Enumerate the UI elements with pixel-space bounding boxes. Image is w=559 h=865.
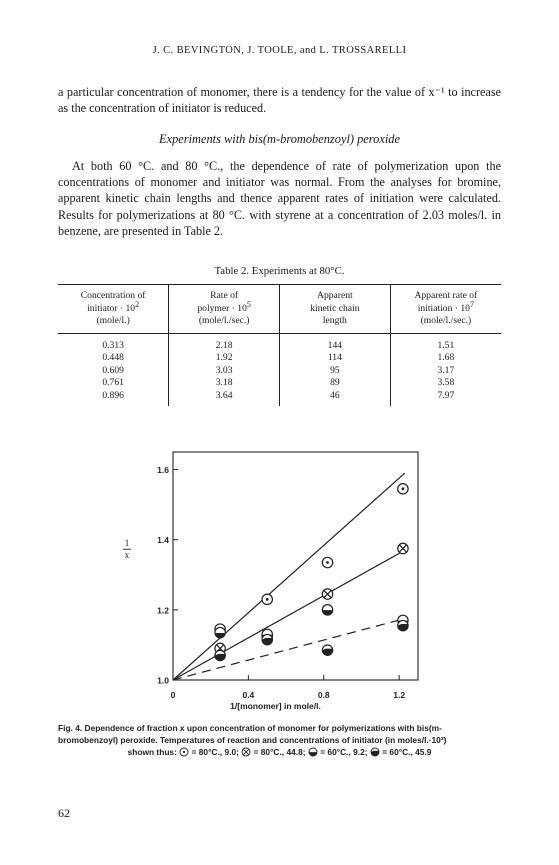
running-head: J. C. BEVINGTON, J. TOOLE, and L. TROSSARELLI bbox=[152, 45, 407, 56]
data-point-circle-bar bbox=[322, 605, 332, 616]
table-cell: 3.18 bbox=[169, 377, 280, 390]
header-line: kinetic chain bbox=[310, 302, 360, 314]
data-point-circle-filled bbox=[398, 620, 408, 630]
circle-dot-icon bbox=[179, 747, 189, 757]
table-cell: 114 bbox=[280, 352, 391, 365]
header-line: Concentration of bbox=[80, 290, 146, 301]
data-point-circle-filled bbox=[215, 650, 225, 660]
header-line: (mole/l./sec.) bbox=[420, 315, 472, 326]
table-cell: 3.03 bbox=[169, 365, 280, 378]
table-row bbox=[58, 390, 501, 407]
table-row bbox=[58, 365, 501, 378]
table-row bbox=[58, 352, 501, 365]
data-point-circle-dot bbox=[398, 484, 408, 494]
circle-x-icon bbox=[241, 747, 251, 757]
table-cell: 0.313 bbox=[102, 339, 124, 351]
table-cell: 1.68 bbox=[390, 352, 501, 365]
legend-label: = 80°C., 9.0; bbox=[191, 747, 239, 757]
table-cell: 3.58 bbox=[390, 377, 501, 390]
plot-frame bbox=[173, 452, 418, 680]
header-line: Apparent rate of bbox=[414, 290, 478, 301]
table-cell: 1.51 bbox=[390, 333, 501, 352]
table-row bbox=[58, 377, 501, 390]
fit-line-circle-dot bbox=[173, 473, 405, 680]
legend-label: = 60°C., 45.9 bbox=[382, 747, 432, 757]
paragraph-1: a particular concentration of monomer, there is a tendency for the value of x⁻¹ to increase as the concentration of initiator is reduced. bbox=[58, 85, 501, 116]
table-header-row bbox=[58, 285, 501, 334]
table-caption: Table 2. Experiments at 80°C. bbox=[214, 265, 345, 277]
table-cell: 0.609 bbox=[102, 364, 124, 376]
table-cell: 1.92 bbox=[169, 352, 280, 365]
legend-prefix: shown thus: bbox=[127, 747, 177, 757]
scatter-chart bbox=[110, 440, 430, 722]
table-header-cell bbox=[169, 285, 280, 334]
table-header-cell bbox=[58, 285, 169, 334]
data-point-circle-filled bbox=[322, 645, 332, 655]
page-number: 62 bbox=[58, 806, 70, 820]
data-point-circle-x bbox=[322, 589, 332, 599]
x-tick-label: 0 bbox=[170, 690, 176, 700]
circle-bar-icon bbox=[308, 747, 318, 757]
figure-caption bbox=[58, 722, 501, 758]
table-cell: 0.761 bbox=[102, 377, 124, 389]
data-point-circle-filled bbox=[262, 634, 272, 644]
table-cell: 46 bbox=[280, 390, 391, 407]
table-header-cell bbox=[280, 285, 391, 334]
table-cell: 3.64 bbox=[169, 390, 280, 407]
table-row bbox=[58, 333, 501, 352]
table-cell: 3.17 bbox=[390, 365, 501, 378]
data-point-circle-bar bbox=[215, 627, 225, 638]
y-tick-label: 1.2 bbox=[157, 605, 169, 616]
header-line: length bbox=[322, 315, 347, 326]
header-line: initiation · $10^7$ bbox=[417, 299, 474, 314]
data-point-circle-x bbox=[398, 543, 408, 553]
section-heading: Experiments with bis(m-bromobenzoyl) peroxide bbox=[159, 132, 400, 146]
header-line: (mole/l./sec.) bbox=[198, 315, 250, 326]
data-table bbox=[58, 284, 501, 406]
y-axis-label-denominator: x bbox=[124, 550, 130, 561]
legend-label: = 60°C., 9.2; bbox=[320, 747, 368, 757]
figure-caption-legend bbox=[58, 746, 501, 758]
x-axis-label: 1/[monomer] in mole/l. bbox=[230, 701, 321, 711]
legend-label: = 80°C., 44.8; bbox=[253, 747, 306, 757]
header-line: Rate of bbox=[210, 290, 239, 301]
fit-line-circle-x bbox=[173, 550, 405, 680]
table-cell: 0.448 bbox=[102, 352, 124, 364]
y-tick-label: 1.6 bbox=[157, 465, 169, 476]
table-cell: 89 bbox=[280, 377, 391, 390]
x-tick-label: 0.4 bbox=[242, 690, 255, 700]
header-line: (mole/l.) bbox=[96, 315, 130, 326]
table-header-cell bbox=[390, 285, 501, 334]
table-cell: 7.97 bbox=[390, 390, 501, 407]
table-cell: 0.896 bbox=[102, 389, 124, 401]
data-point-circle-dot bbox=[262, 594, 272, 604]
table-cell: 2.18 bbox=[169, 333, 280, 352]
x-tick-label: 0.8 bbox=[317, 690, 330, 700]
header-line: Apparent bbox=[317, 290, 353, 301]
data-point-circle-dot bbox=[322, 557, 332, 567]
header-line: polymer · $10^5$ bbox=[197, 299, 251, 314]
circle-filled-icon bbox=[370, 747, 380, 757]
table-cell: 95 bbox=[280, 365, 391, 378]
figure-caption-text: Fig. 4. Dependence of fraction x upon concentration of monomer for polymerizations with bis(m-bromobenzoyl) peroxide. Temperatures of reaction and concentrations of initiator (in moles/l.·10³) bbox=[58, 723, 447, 745]
header-line: initiator · $10^2$ bbox=[87, 299, 140, 314]
y-tick-label: 1.4 bbox=[157, 535, 169, 546]
y-tick-label: 1.0 bbox=[157, 675, 169, 686]
x-tick-label: 1.2 bbox=[393, 690, 406, 700]
table-cell: 144 bbox=[280, 333, 391, 352]
paragraph-2: At both 60 °C. and 80 °C., the dependence of rate of polymerization upon the concentrations of monomer and initiator was normal. From the analyses for bromine, apparent kinetic chain lengths and thence apparent rates of initiation were calculated. Results for polymerizations at 80 °C. with styrene at a concentration of 2.03 moles/l. in benzene, are presented in Table 2. bbox=[58, 159, 501, 238]
y-axis-label-numerator: 1 bbox=[124, 538, 130, 549]
